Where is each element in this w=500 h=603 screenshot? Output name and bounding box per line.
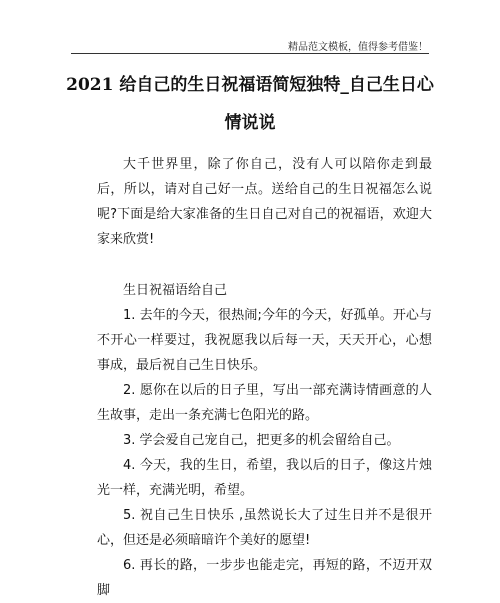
- header-divider: [71, 53, 429, 54]
- wish-item: 1. 去年的今天，很热闹;今年的今天，好孤单。开心与不开心一样要过，我祝愿我以后每一天，天天开心，心想事成，最后祝自己生日快乐。: [97, 308, 432, 373]
- wish-item: 5. 祝自己生日快乐 ,虽然说长大了过生日并不是很开心，但还是必须暗暗许个美好的愿望!: [97, 508, 432, 548]
- document-title: 2021 给自己的生日祝福语简短独特_自己生日心情说说: [66, 75, 434, 133]
- wish-item: 3. 学会爱自己宠自己，把更多的机会留给自己。: [123, 433, 400, 448]
- section-heading: 生日祝福语给自己: [123, 283, 228, 298]
- intro-paragraph: 大千世界里，除了你自己，没有人可以陪你走到最后，所以，请对自己好一点。送给自己的生日祝福怎么说呢?下面是给大家准备的生日自己对自己的祝福语，欢迎大家来欣赏!: [97, 157, 432, 247]
- wish-item: 6. 再长的路，一步步也能走完，再短的路，不迈开双脚: [97, 558, 432, 598]
- header-note: 精品范文模板，值得参考借鉴！: [288, 42, 428, 53]
- wish-item: 4. 今天，我的生日，希望，我以后的日子，像这片烛光一样，充满光明，希望。: [97, 458, 432, 498]
- paragraph-gap: [97, 252, 432, 278]
- wish-item: 2. 愿你在以后的日子里，写出一部充满诗情画意的人生故事，走出一条充满七色阳光的路。: [97, 383, 432, 423]
- document-body: [97, 152, 432, 603]
